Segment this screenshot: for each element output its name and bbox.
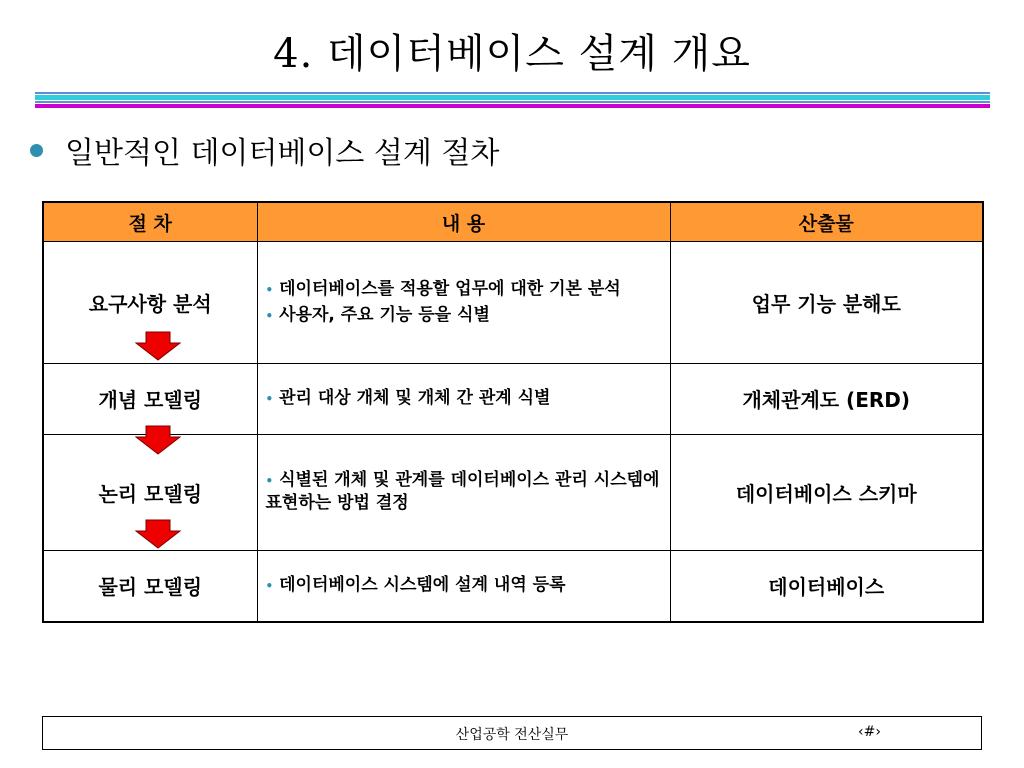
- bullet-icon: •: [265, 579, 274, 594]
- slide-title: 4. 데이터베이스 설계 개요: [273, 31, 751, 77]
- slide-footer: [42, 716, 982, 750]
- bullet-icon: •: [265, 474, 274, 489]
- header-step: 절 차: [43, 202, 257, 242]
- content-line: • 데이터베이스를 적용할 업무에 대한 기본 분석: [265, 279, 621, 300]
- title-divider: [35, 92, 990, 110]
- table-row: [43, 363, 983, 434]
- step-cell: 논리 모델링: [43, 434, 257, 550]
- bullet-item: [30, 128, 499, 172]
- step-cell: 개념 모델링: [43, 363, 257, 434]
- header-output: 산출물: [670, 202, 983, 242]
- content-line: • 식별된 개체 및 관계를 데이터베이스 관리 시스템에 표현하는 방법 결정: [265, 470, 660, 514]
- design-procedure-table: [42, 201, 984, 623]
- content-line: • 데이터베이스 시스템에 설계 내역 등록: [265, 575, 566, 596]
- table-row: [43, 434, 983, 550]
- table-row: [43, 242, 983, 364]
- content-cell: [257, 434, 670, 550]
- content-cell: [257, 550, 670, 622]
- page-number: ‹#›: [858, 724, 881, 740]
- bullet-text: 일반적인 데이터베이스 설계 절차: [65, 136, 500, 171]
- output-cell: 업무 기능 분해도: [670, 242, 983, 364]
- down-arrow-icon: [135, 519, 181, 549]
- header-content: 내 용: [257, 202, 670, 242]
- down-arrow-icon: [135, 425, 181, 455]
- content-cell: [257, 242, 670, 364]
- bullet-icon: •: [265, 283, 274, 298]
- output-cell: 데이터베이스: [670, 550, 983, 622]
- content-line: • 관리 대상 개체 및 개체 간 관계 식별: [265, 388, 551, 409]
- step-cell: 물리 모델링: [43, 550, 257, 622]
- content-line: • 사용자, 주요 기능 등을 식별: [265, 304, 490, 325]
- content-cell: [257, 363, 670, 434]
- step-cell: 요구사항 분석: [43, 242, 257, 364]
- bullet-icon: •: [265, 308, 274, 323]
- table-row: [43, 550, 983, 622]
- output-cell: 개체관계도 (ERD): [670, 363, 983, 434]
- footer-text: 산업공학 전산실무: [455, 727, 569, 743]
- output-cell: 데이터베이스 스키마: [670, 434, 983, 550]
- bullet-dot-icon: [30, 144, 43, 157]
- down-arrow-icon: [135, 331, 181, 361]
- table-header-row: [43, 202, 983, 242]
- bullet-icon: •: [265, 392, 274, 407]
